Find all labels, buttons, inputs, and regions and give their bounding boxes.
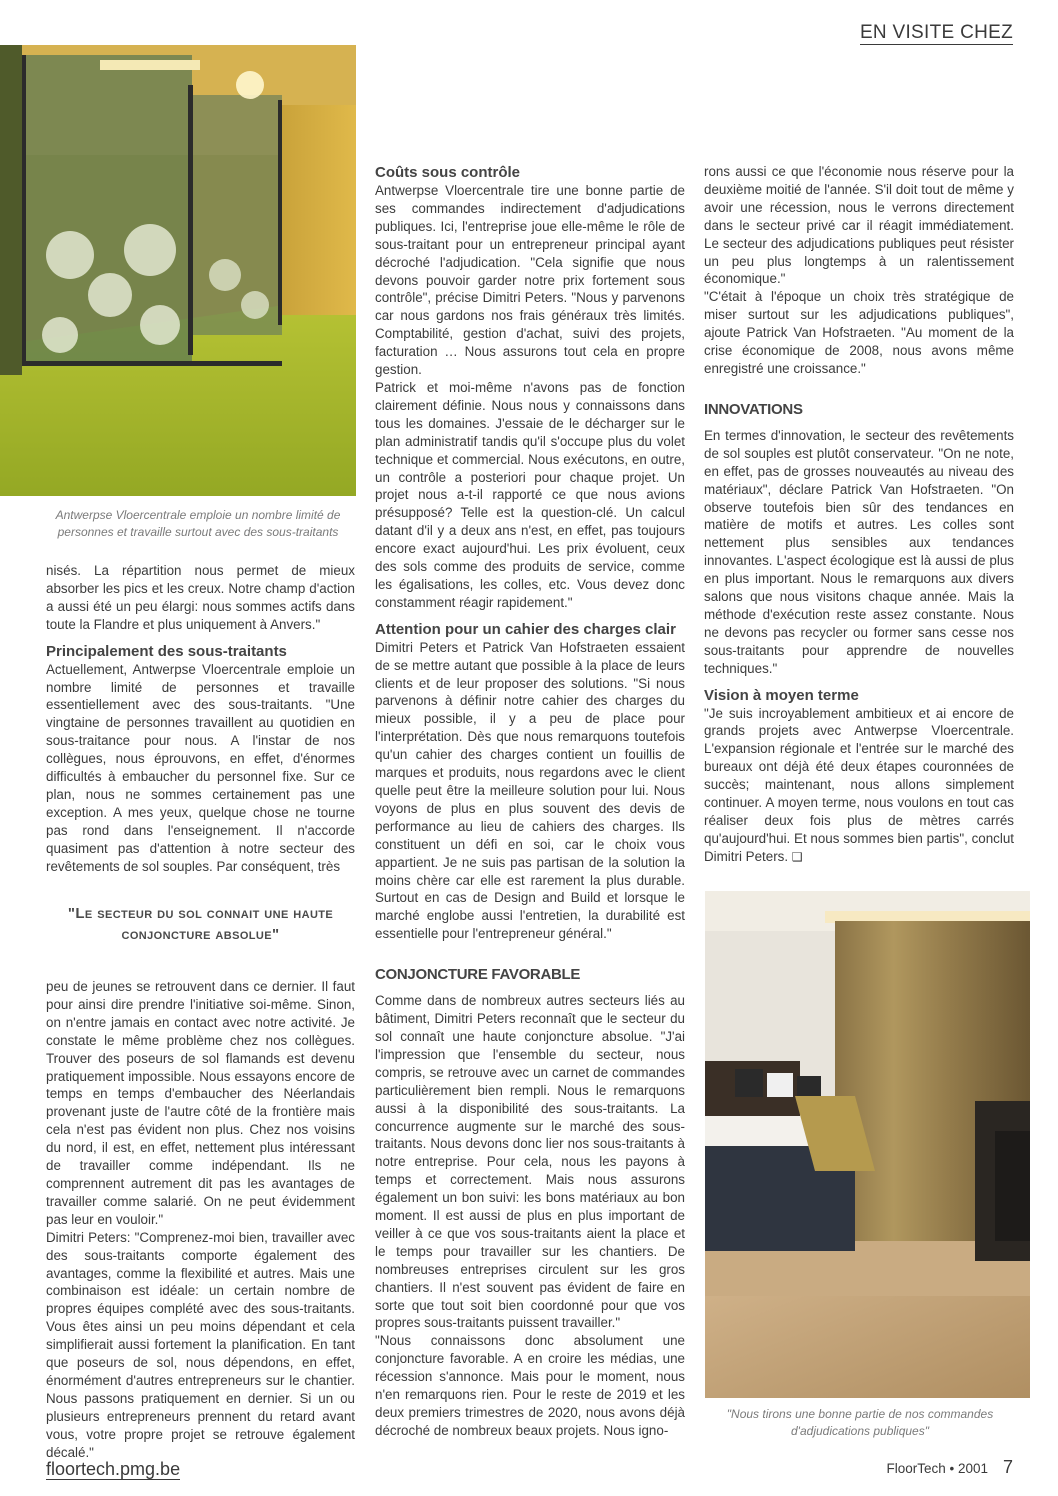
paragraph: Antwerpse Vloercentrale tire une bonne partie de ses commandes indirectement d'adjudications publiques. Ici, l'entreprise joue elle-même le rôle de sous-traitant pour un entrepreneur principal ayant décroché l'adjudication. "Cela signifie que nous devons pouvoir garder notre prix fortement sous contrôle", précise Dimitri Peters. "Nous y parvenons car nous gardons nos frais généraux très limités. Comptabilité, gestion d'achat, suivi des projets, facturation … Nous assurons tout cela en propre gestion.	[375, 183, 685, 378]
hallway-photo	[0, 45, 356, 496]
paragraph: "Nous connaissons donc absolument une conjoncture favorable. A en croire les médias, une récession s'annonce. Mais pour le moment, nous n'en remarquons rien. Pour le reste de 2019 et les deux premiers trimestres de 2020, nous avons déjà décroché de nombreux beaux projets. Nous igno-	[375, 1333, 685, 1438]
pull-quote: "Le secteur du sol connait une haute conjoncture absolue"	[67, 905, 334, 943]
photo-caption: "Nous tirons une bonne partie de nos commandes d'adjudications publiques"	[726, 1407, 994, 1438]
photo-caption: Antwerpse Vloercentrale emploie un nombre limité de personnes et travaille surtout avec des sous-traitants	[55, 508, 341, 539]
magazine-issue: FloorTech • 2001	[886, 1461, 988, 1476]
paragraph: Patrick et moi-même n'avons pas de fonction clairement définie. Nous nous y connaissons dans tous les domaines. J'essaie de le décharger sur le plan administratif tandis qu'il s'occupe plus du volet technique et commercial. Nous exécutons, en outre, un contrôle a posteriori pour chaque projet. Un projet nous a-t-il rapporté ce que nous avions présupposé? Telle est la question-clé. Un calcul datant d'il y a deux ans n'est, en effet, pas toujours encore exact aujourd'hui. Les prix évoluent, ceux des sols comme des produits de service, comme les égalisations, les colles, etc. Vous devez donc constamment réagir rapidement."	[375, 379, 685, 610]
subheading: Principalement des sous-traitants	[46, 642, 287, 660]
paragraph	[704, 705, 1014, 867]
page-number: 7	[1002, 1457, 1013, 1477]
column-3	[704, 163, 1014, 867]
paragraph: Dimitri Peters et Patrick Van Hofstraeten essaient de se mettre autant que possible à la place de leurs clients et de leur proposer des solutions. "Si nous parvenons à définir notre cahier des charges du mieux possible, il y a peu de place pour l'interprétation. Dès que nous remarquons toutefois qu'un cahier des charges contient un fouillis de marques et produits, nous regardons avec le client quelle peut être la meilleure solution pour lui. Nous voyons de plus en plus souvent des devis de performance au lieu de cahiers des charges. Ils constituent un défi en soi, car le choix vous appartient. Je ne suis pas partisan de la solution la moins chère car elle est rarement la plus durable. Surtout en cas de Design and Build et lorsque le marché englobe aussi l'entretien, la durabilité est essentielle pour l'entrepreneur général."	[375, 639, 685, 942]
subheading: Attention pour un cahier des charges clair	[375, 620, 676, 638]
column-1-bottom	[46, 978, 355, 1461]
paragraph: nisés. La répartition nous permet de mieux absorber les pics et les creux. Notre champ d'action a aussi été un peu élargi: nous sommes actifs dans toute la Flandre et plus uniquement à Anvers."	[46, 563, 355, 632]
paragraph-text: "Je suis incroyablement ambitieux et ai encore de grands projets avec Antwerpse Vloercentrale. L'expansion régionale et l'entrée sur le marché des bureaux ont déjà été deux étapes couronnées de succès; maintenant, nous allons simplement continuer. A moyen terme, nous voulons en tout cas réaliser deux fois plus de mètres carrés qu'aujourd'hui. Et nous sommes bien partis", conclut Dimitri Peters.	[704, 705, 1014, 864]
paragraph: Comme dans de nombreux autres secteurs liés au bâtiment, Dimitri Peters reconnaît que le secteur du sol connaît une haute conjoncture absolue. "J'ai l'impression que l'ensemble du secteur, nous compris, se retrouve avec un carnet de commandes particulièrement bien rempli. Nous le remarquons aussi à la disponibilité des sous-traitants. La concurrence augmente sur le marché des sous-traitants. Nous devons donc lier nos sous-traitants à notre entreprise. Pour cela, nous les payons à temps et correctement. Mais nous assurons également un bon suivi: les bons matériaux au bon moment. Il est aussi de plus en plus important de veiller à ce que vos sous-traitants aient la place et le temps pour travailler sur les chantiers. De nombreuses entreprises circulent sur les gros chantiers. Il n'est souvent pas évident de faire en sorte que tout soit bien coordonné pour que vos propres sous-traitants puissent travailler."	[375, 993, 685, 1331]
paragraph: Dimitri Peters: "Comprenez-moi bien, travailler avec des sous-traitants comporte également des avantages, comme la flexibilité et autres. Mais une combinaison est idéale: un certain nombre de propres équipes complété avec des sous-traitants. Vous êtes ainsi un peu moins dépendant et cela simplifierait aussi fortement la planification. En tant que poseurs de sol, nous dépendons, en effet, énormément d'autres entrepreneurs sur le chantier. Nous passons pratiquement en dernier. Si un ou plusieurs entrepreneurs prennent du retard avant vous, votre propre projet se retrouve également décalé."	[46, 1229, 355, 1460]
paragraph: rons aussi ce que l'économie nous réserve pour la deuxième moitié de l'année. S'il doit tout de même y avoir une récession, nous le verrons directement dans le secteur privé car il réagit immédiatement. Le secteur des adjudications publiques peut résister un peu plus longtemps à un ralentissement économique."	[704, 164, 1014, 287]
paragraph: peu de jeunes se retrouvent dans ce dernier. Il faut pour ainsi dire prendre l'initiative soi-même. Sinon, on n'entre jamais en contact avec notre activité. Je constate le même problème chez nos collègues. Trouver des poseurs de sol flamands est devenu pratiquement impossible. Nous essayons encore de temps en temps d'embaucher des Néerlandais provenant juste de l'autre côté de la frontière mais cela n'est pas évident non plus. Chez nos voisins du nord, il est, en effet, nettement plus intéressant de travailler comme indépendant. Ils ne comprennent autrement dit pas les avantages de travailler comme salarié. On ne peut évidemment pas leur en vouloir."	[46, 979, 355, 1227]
subheading: INNOVATIONS	[704, 400, 803, 418]
column-1-top	[46, 562, 355, 876]
column-2	[375, 163, 685, 1440]
website-link[interactable]: floortech.pmg.be	[46, 1459, 181, 1479]
paragraph: Actuellement, Antwerpse Vloercentrale emploie un nombre limité de personnes et travaille essentiellement avec des sous-traitants. "Une vingtaine de personnes travaillent au quotidien en sous-traitance pour nous. A l'instar de nos collègues, nous éprouvons, en effet, d'énormes difficultés à embaucher du personnel fixe. Sur ce plan, nous ne sommes certainement pas une exception. A mes yeux, quelque chose ne tourne pas rond dans l'enseignement. Il n'accorde quasiment pas d'attention à notre secteur des revêtements de sol souples. Par conséquent, très	[46, 661, 355, 874]
bedroom-photo	[705, 891, 1030, 1398]
end-mark-icon: ❑	[791, 849, 803, 864]
paragraph: "C'était à l'époque un choix très stratégique de miser surtout sur les adjudications publiques", ajoute Patrick Van Hofstraeten. "Au moment de la crise économique de 2008, nous avons même enregistré une croissance."	[704, 289, 1014, 376]
paragraph: En termes d'innovation, le secteur des revêtements de sol souples est plutôt conservateur. "On ne note, en effet, pas de grosses nouveautés au niveau des matériaux", déclare Patrick Van Hofstraeten. "On observe toutefois bien sûr des tendances en matière de motifs et autres. Les colles sont nettement plus sensibles aux tendances innovantes. L'aspect écologique est là aussi de plus en plus important. Nous le remarquons aux divers salons que nous visitons chaque année. Mais la méthode d'exécution reste assez constante. Nous ne devons pas recycler ou former sans cesse nos sous-traitants pour apprendre de nouvelles techniques."	[704, 427, 1014, 676]
subheading: Coûts sous contrôle	[375, 164, 521, 181]
section-label: EN VISITE CHEZ	[859, 22, 1013, 43]
subheading: CONJONCTURE FAVORABLE	[375, 966, 581, 984]
subheading: Vision à moyen terme	[704, 686, 859, 704]
